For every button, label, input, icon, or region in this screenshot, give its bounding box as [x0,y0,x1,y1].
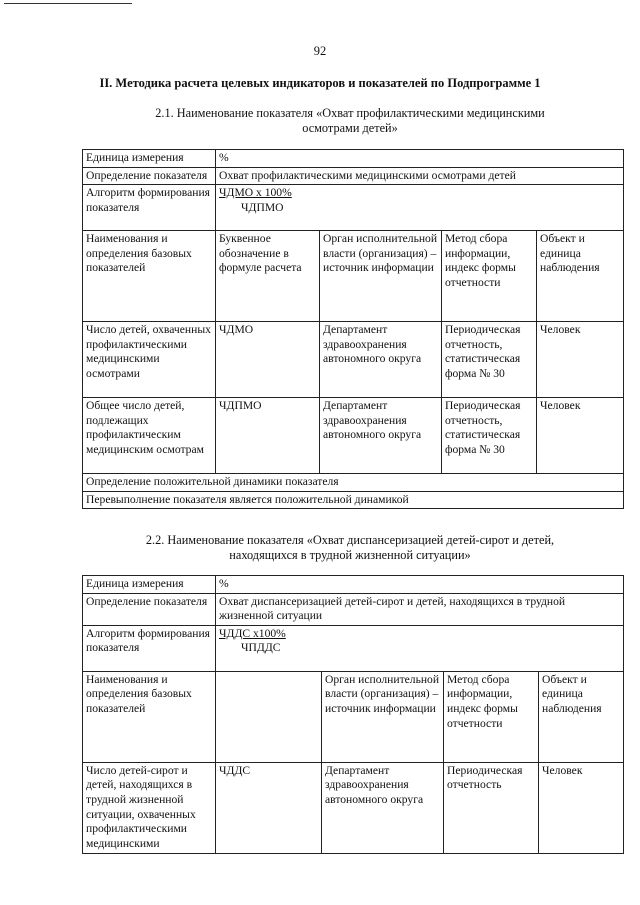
table-row [83,167,624,185]
unit-value: % [216,576,624,594]
header-cell: Буквенное обозначение в формуле расчета [216,231,320,322]
dynamics-definition: Определение положительной динамики показателя [83,474,624,492]
table-row [83,322,624,398]
header-cell: Орган исполнительной власти (организация) – источник информации [320,231,442,322]
table-cell: Департамент здравоохранения автономного округа [322,762,444,853]
formula-denominator: ЧПДДС [241,641,281,655]
definition-value: Охват профилактическими медицинскими осмотрами детей [216,167,624,185]
table-row [83,576,624,594]
table-cell: Департамент здравоохранения автономного округа [320,398,442,474]
table-row [83,625,624,671]
table-row [83,185,624,231]
formula-numerator: ЧДДС х100% [219,626,286,640]
table-cell: Общее число детей, подлежащих профилактическим медицинским осмотрам [83,398,216,474]
table-cell: Человек [537,322,624,398]
table-cell: ЧДПМО [216,398,320,474]
table-header-row [83,231,624,322]
indicator-table-2 [82,575,624,854]
table-cell: Периодическая отчетность, статистическая форма № 30 [442,398,537,474]
header-cell: Объект и единица наблюдения [539,671,624,762]
header-cell: Метод сбора информации, индекс формы отчетности [444,671,539,762]
table-cell: ЧДМО [216,322,320,398]
table-row [83,474,624,492]
table-cell: Департамент здравоохранения автономного округа [320,322,442,398]
table-cell: Периодическая отчетность, статистическая форма № 30 [442,322,537,398]
algorithm-formula [216,185,624,231]
formula-numerator: ЧДМО х 100% [219,186,292,200]
table-cell: Число детей, охваченных профилактическими медицинскими осмотрами [83,322,216,398]
table-row [83,762,624,853]
algorithm-label: Алгоритм формирования показателя [83,185,216,231]
dynamics-value: Перевыполнение показателя является положительной динамикой [83,491,624,509]
table-cell: Человек [537,398,624,474]
table-row [83,398,624,474]
table-row [83,491,624,509]
header-cell [216,671,322,762]
table-row [83,150,624,168]
header-cell: Орган исполнительной власти (организация) – источник информации [322,671,444,762]
subsection-2-title [120,533,580,563]
table-cell: Число детей-сирот и детей, находящихся в трудной жизненной ситуации, охваченных профилактическими медицинскими [83,762,216,853]
definition-label: Определение показателя [83,167,216,185]
table-header-row [83,671,624,762]
unit-label: Единица измерения [83,576,216,594]
indicator-table-1 [82,149,624,509]
table-cell: Человек [539,762,624,853]
definition-label: Определение показателя [83,593,216,625]
subsection-1-title [120,106,580,136]
section-title: II. Методика расчета целевых индикаторов и показателей по Подпрограмме 1 [99,76,541,90]
algorithm-label: Алгоритм формирования показателя [83,625,216,671]
table-cell: Периодическая отчетность [444,762,539,853]
subsection-1-title-line1: 2.1. Наименование показателя «Охват профилактическими медицинскими [155,106,545,120]
subsection-2-title-line1: 2.2. Наименование показателя «Охват диспансеризацией детей-сирот и детей, [145,533,555,547]
header-cell: Наименования и определения базовых показателей [83,671,216,762]
page-number: 92 [313,44,327,58]
table-row [83,593,624,625]
unit-value: % [216,150,624,168]
top-rule [4,3,132,4]
algorithm-formula [216,625,624,671]
subsection-2-title-line2: находящихся в трудной жизненной ситуации» [229,548,471,562]
header-cell: Объект и единица наблюдения [537,231,624,322]
formula-denominator: ЧДПМО [241,200,284,214]
subsection-1-title-line2: осмотрами детей» [302,121,398,135]
header-cell: Метод сбора информации, индекс формы отчетности [442,231,537,322]
header-cell: Наименования и определения базовых показателей [83,231,216,322]
definition-value: Охват диспансеризацией детей-сирот и детей, находящихся в трудной жизненной ситуации [216,593,624,625]
table-cell: ЧДДС [216,762,322,853]
unit-label: Единица измерения [83,150,216,168]
